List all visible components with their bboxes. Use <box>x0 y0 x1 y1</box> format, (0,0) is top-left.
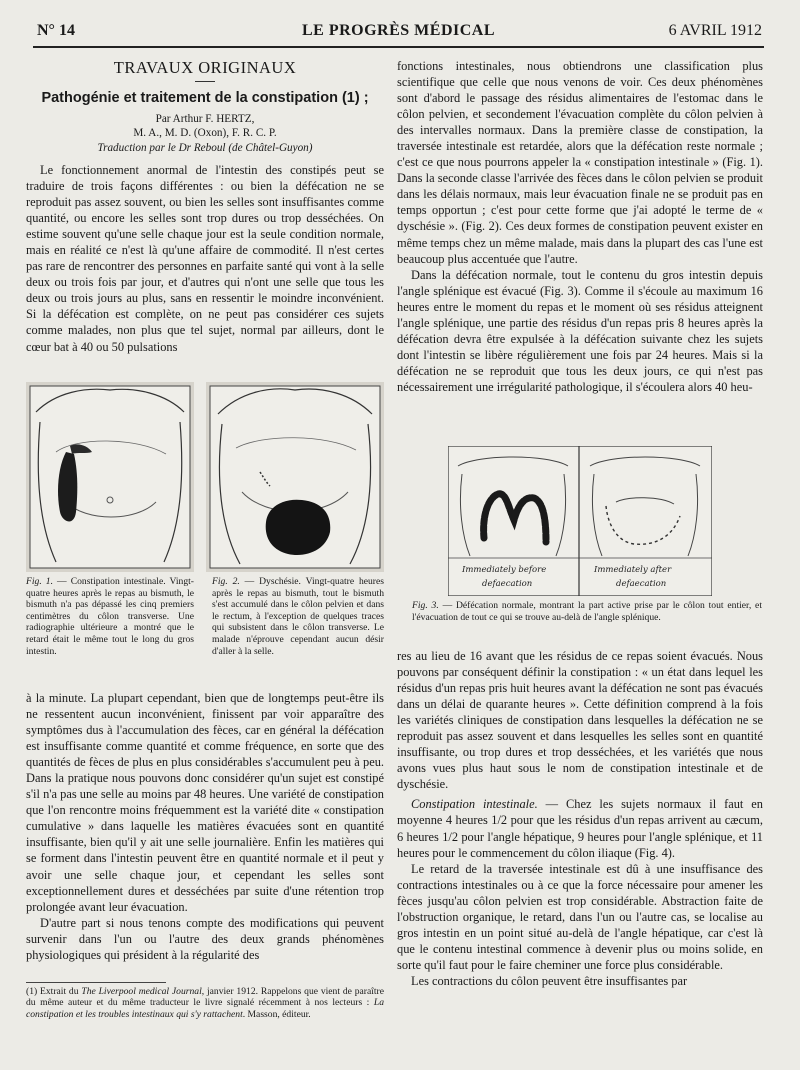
figure-3-label: Fig. 3. <box>412 600 439 611</box>
paragraph: Le fonctionnement anormal de l'intestin des constipés peut se traduire de trois façons différentes : ou bien la défécation ne se reproduit pas assez souvent, ou bien les selles sont insuffisantes comme quantité, ou encore les selles sont trop dures ou trop desséchées. On estime souvent qu'une selle chaque jour est la seule condition normale, mais en réalité ce n'est là qu'une affaire de commodité. Il n'est certes pas rare de rencontrer des personnes en parfaite santé qui vont à la selle deux ou trois fois par jour, et d'autres qui n'ont une selle que tous les deux ou trois jours au plus, sans en ressentir le moindre inconvénient. Si la défécation est complète, on ne peut pas considérer ces sujets comme malades, non plus que tel sujet, normal par ailleurs, dont le cœur bat à 40 ou 50 pulsations <box>26 163 384 354</box>
author-credentials: M. A., M. D. (Oxon), F. R. C. P. <box>133 127 277 139</box>
figure-1-label: Fig. 1. <box>26 576 53 587</box>
figure-2-caption <box>212 576 384 657</box>
right-column-bottom <box>397 648 763 989</box>
section-rule <box>195 81 215 82</box>
figure-2-xray <box>206 382 384 572</box>
fig3-label-before-1: Immediately before <box>462 565 547 575</box>
subsection-title: Constipation intestinale. <box>411 797 538 812</box>
paragraph: Les contractions du côlon peuvent être insuffisantes par <box>411 973 688 988</box>
footnote-prefix: (1) Extrait du <box>26 986 82 997</box>
issue-date: 6 AVRIL 1912 <box>668 22 762 39</box>
figure-1-xray <box>26 382 194 572</box>
figure-3-xray-pair <box>448 446 712 596</box>
figure-1-caption-text: — Constipation intestinale. Vingt-quatre heures après le repas au bismuth, le bismuth n'a pas dépassé les cinq premiers centimètres du côlon transverse. Une radiographie ultérieure a montré que le retard était le même tout le long du gros intestin. <box>26 576 194 657</box>
footnote-suffix: . Masson, éditeur. <box>242 1008 311 1020</box>
left-column-bottom <box>26 690 384 963</box>
footnote-middle: , janvier 1912. Rappelons que vient de paraître du même auteur et du même traducteur le livre signalé récemment à nos lecteurs : <box>26 986 385 1009</box>
footnote-journal: The Liverpool medical Journal <box>81 986 202 997</box>
paragraph: fonctions intestinales, nous obtiendrons une classification plus scientifique que celle que nous venons de voir. Ces deux phénomènes sont d'abord le passage des résidus alimentaires de l'estomac dans le côlon pelvien, et secondement l'évacuation complète du côlon pelvien à des intervalles normaux. Dans la première classe de constipation, la traversée intestinale est retardée, alors que la défécation reste normale ; c'est ce que nous pourrons appeler la « constipation intestinale » (Fig. 1). Dans la seconde classe l'arrivée des fèces dans le côlon pelvien se produit dans les délais normaux, mais leur évacuation finale ne se produit pas en temps opportun ; c'est pour cette forme que j'ai adopté le terme de « dyschésie ». (Fig. 2). Ces deux formes de constipation peuvent exister en même temps chez un même malade, mais dans la plupart des cas l'une est beaucoup plus accentuée que l'autre. <box>397 59 763 266</box>
footnote-book: La constipation et les troubles intestinaux qui s'y rattachent <box>26 997 384 1020</box>
author-line: Par Arthur F. HERTZ, <box>155 113 255 125</box>
running-header <box>33 20 764 48</box>
paragraph: à la minute. La plupart cependant, bien que de longtemps peut-être ils ne ressentent aucun inconvénient, finissent par voir apparaître des symptômes dus à l'accumulation des fèces, car en général la défécation est insuffisante comme quantité et comme fréquence, en sorte que des quantités de fèces de plus en plus considérables s'accumulent peu à peu. Dans la pratique nous pouvons donc considérer qu'un sujet est constipé s'il n'a pas une selle au moins par 48 heures. Une variété de constipation que l'on rencontre moins fréquemment est la variété dite « constipation cumulative » dans laquelle les matières évacuées sont en quantité insuffisante, bien qu'il y ait une selle journalière. Enfin les matières qui se forment dans l'intestin peuvent être en quantité normale et il peut y avoir une selle chaque jour, et cependant les selles sont exceptionnellement dures et desséchées par suite d'une rétention trop prolongée avant leur évacuation. <box>26 691 384 914</box>
section-heading: TRAVAUX ORIGINAUX <box>113 58 297 77</box>
fig3-label-after-1: Immediately after <box>594 565 672 575</box>
subsection-lead: — Chez les sujets normaux il faut en moyenne 4 heures 1/2 pour que les résidus d'un repas arrivent au cæcum, 6 heures 1/2 pour l'angle hépatique, 9 heures pour l'angle splénique, et 11 heures pour le commencement du côlon iliaque (Fig. 4). <box>397 797 764 860</box>
left-column-top <box>26 52 384 355</box>
right-column-top <box>397 58 763 395</box>
paragraph: Dans la défécation normale, tout le contenu du gros intestin depuis l'angle splénique est évacué (Fig. 3). Comme il s'écoule au maximum 16 heures entre le moment du repas et le moment où ses résidus atteignent l'angle splénique, une partie des résidus d'un repas pris 8 heures après la défécation devra être expulsée à la défécation suivante chez les sujets dont l'intestin se libère régulièrement une fois par 24 heures. Mais si la défécation ne se reproduit que tous les deux jours, ce qui n'est pas nécessairement une irrégularité pathologique, il s'écoulera alors 40 heu- <box>397 267 763 394</box>
article-title: Pathogénie et traitement de la constipation (1) ; <box>41 90 369 106</box>
figure-2-caption-text: — Dyschésie. Vingt-quatre heures après le repas au bismuth, tout le bismuth s'est accumulé dans le côlon pelvien et dans le rectum, à l'exception de quelques traces qui subsistent dans le côlon transverse. Le malade n'éprouve cependant aucun désir d'aller à la selle. <box>212 576 384 657</box>
paragraph: res au lieu de 16 avant que les résidus de ce repas soient évacués. Nous pouvons par conséquent définir la constipation : « un état dans lequel les résidus d'un repas pris huit heures avant la défécation ne sont pas évacués dans un délai de quarante heures ». Cette définition comprend à la fois les variétés cliniques de constipation dans lesquelles la défécation ne se reproduit pas assez souvent et dans lesquelles les selles sont en quantité insuffisante, ou trop dures et trop desséchées, et les variétés que nous avons vues plus haut sous le nom de constipation intestinale et de dyschésie. <box>397 649 763 792</box>
journal-title: LE PROGRÈS MÉDICAL <box>301 22 496 39</box>
figure-3-caption <box>412 600 762 623</box>
issue-number: N° 14 <box>37 22 75 39</box>
paragraph: Le retard de la traversée intestinale est dû à une insuffisance des contractions intestinales ou à ce que la force nécessaire pour amener les fèces jusqu'au côlon pelvien est trop considérable. Abstraction faite de l'obstruction organique, le retard, dans l'un ou l'autre cas, se localise au gros intestin en un point situé au-delà de l'angle hépatique, car c'est là que le contenu intestinal commence à devenir plus ou moins solide, en sorte qu'il faut pour le faire cheminer une force plus considérable. <box>397 861 763 972</box>
footnote-rule <box>26 982 166 983</box>
fig3-label-after-2: defaecation <box>616 579 667 589</box>
paragraph: D'autre part si nous tenons compte des modifications qui peuvent survenir dans l'un ou l'autre des deux grands phénomènes physiologiques qui président à la régularité des <box>26 915 384 962</box>
fig3-label-before-2: defaecation <box>482 579 533 589</box>
figure-3-caption-text: — Défécation normale, montrant la part active prise par le côlon tout entier, et l'évacuation de tout ce qui se trouve au-delà de l'angle splénique. <box>412 600 762 623</box>
subsection-paragraph <box>397 796 763 860</box>
translator-line: Traduction par le Dr Reboul (de Châtel-Guyon) <box>97 142 313 154</box>
figure-2-label: Fig. 2. <box>212 576 240 587</box>
figure-1-caption <box>26 576 194 657</box>
footnote <box>26 986 384 1020</box>
